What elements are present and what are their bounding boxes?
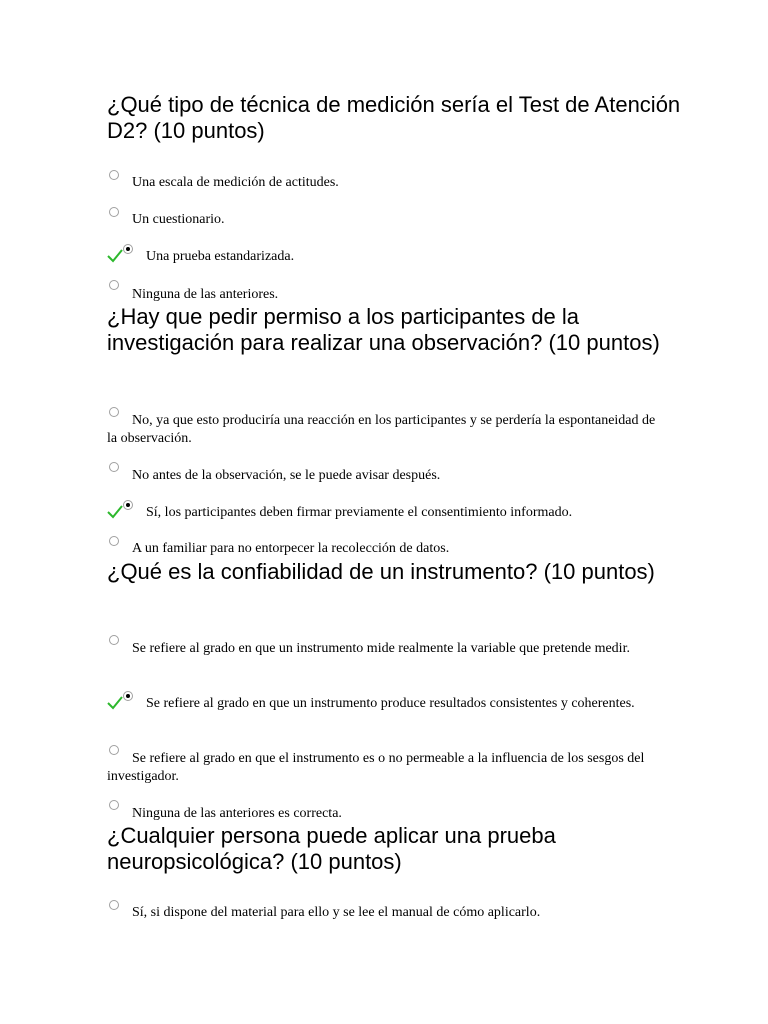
radio-icon[interactable]	[109, 407, 119, 417]
radio-icon[interactable]	[109, 536, 119, 546]
question-2-title: ¿Hay que pedir permiso a los participantes de la investigación para realizar una observación? (10 puntos)	[107, 304, 660, 355]
radio-icon[interactable]	[109, 800, 119, 810]
radio-icon[interactable]	[123, 500, 133, 510]
radio-icon[interactable]	[109, 462, 119, 472]
radio-icon[interactable]	[109, 635, 119, 645]
question-4-title: ¿Cualquier persona puede aplicar una prueba neuropsicológica? (10 puntos)	[107, 823, 556, 874]
radio-icon[interactable]	[123, 691, 133, 701]
question-3-title: ¿Qué es la confiabilidad de un instrumento? (10 puntos)	[107, 559, 655, 584]
radio-icon[interactable]	[109, 745, 119, 755]
question-2-option-1[interactable]: No, ya que esto produciría una reacción en los participantes y se perdería la espontaneidad de la observación.	[107, 412, 667, 448]
checkmark-icon	[107, 505, 123, 519]
quiz-page: ¿Qué tipo de técnica de medición sería el Test de Atención D2? (10 puntos) Una escala de medición de actitudes. Un cuestionario. Una prueba estandarizada. Ninguna de las anteriores. ¿Hay que pedir permiso a los participantes de la investigación para realizar una observación? (10 puntos) No, ya que esto produciría una reacción en los participantes y se perdería la espontaneidad de la observación. No antes de la observación, se le puede avisar después. Sí, los participantes deben firmar previamente el consentimiento informado. A un familiar para no entorpecer la recolección de datos. ¿Qué es la confiabilidad de un instrumento? (10 puntos) Se refiere al grado en que un instrumento mide realmente la variable que pretende medir. Se refiere al grado en que un instrumento produce resultados consistentes y coherentes. Se refiere al grado en que el instrumento es o no permeable a la influencia de los sesgos del investigador. Ninguna de las anteriores es correcta. ¿Cualquier persona puede aplicar una prueba neuropsicológica? (10 puntos) Sí, si dispone del material para ello y se lee el manual de cómo aplicarlo.	[0, 0, 768, 1024]
radio-icon[interactable]	[109, 207, 119, 217]
question-3-option-2[interactable]: Se refiere al grado en que un instrumento produce resultados consistentes y coherentes.	[107, 695, 667, 713]
radio-icon[interactable]	[123, 244, 133, 254]
question-3-option-3[interactable]: Se refiere al grado en que el instrumento es o no permeable a la influencia de los sesgos del investigador.	[107, 750, 667, 786]
radio-icon[interactable]	[109, 170, 119, 180]
question-3-option-1[interactable]: Se refiere al grado en que un instrumento mide realmente la variable que pretende medir.	[107, 640, 667, 658]
checkmark-icon	[107, 696, 123, 710]
checkmark-icon	[107, 249, 123, 263]
radio-icon[interactable]	[109, 900, 119, 910]
question-1-title: ¿Qué tipo de técnica de medición sería el Test de Atención D2? (10 puntos)	[107, 92, 681, 143]
radio-icon[interactable]	[109, 280, 119, 290]
